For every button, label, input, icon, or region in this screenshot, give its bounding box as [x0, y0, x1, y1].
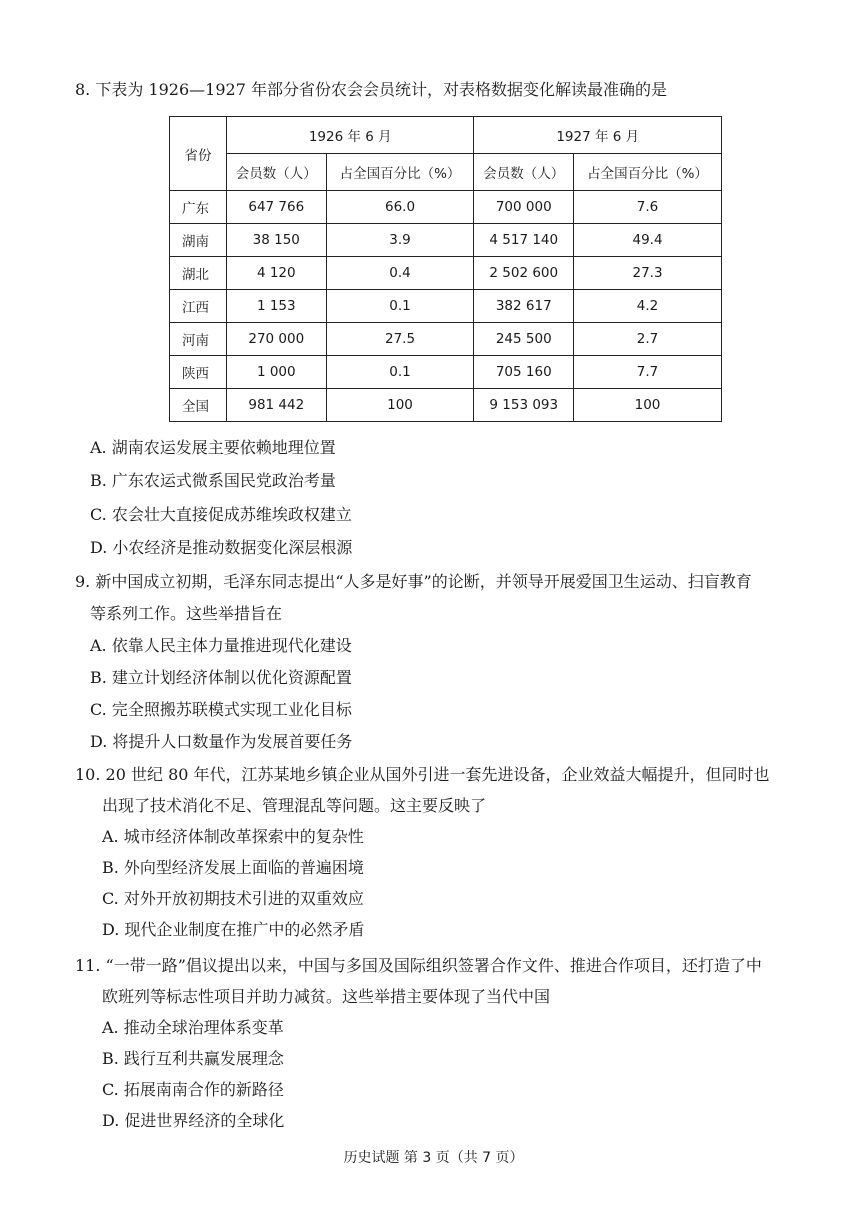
question-10-stem-line1: 10. 20 世纪 80 年代，江苏某地乡镇企业从国外引进一套先进设备，企业效益大幅提升，但同时也	[75, 765, 770, 784]
percent-1926-cell: 0.1	[326, 290, 474, 323]
percent-1926-cell: 66.0	[326, 191, 474, 224]
province-cell: 湖南	[170, 224, 227, 257]
q8-option-d: D. 小农经济是推动数据变化深层根源	[90, 538, 353, 557]
members-1927-cell: 382 617	[474, 290, 574, 323]
province-cell: 全国	[170, 389, 227, 422]
question-11-stem-line2: 欧班列等标志性项目并助力减贫。这些举措主要体现了当代中国	[102, 987, 551, 1006]
percent-1927-cell: 49.4	[574, 224, 722, 257]
page-footer: 历史试题 第 3 页（共 7 页）	[343, 1150, 524, 1166]
membership-table	[169, 116, 722, 422]
province-cell: 湖北	[170, 257, 227, 290]
percent-1927-cell: 27.3	[574, 257, 722, 290]
q9-option-d: D. 将提升人口数量作为发展首要任务	[90, 732, 353, 751]
percent-header-1927: 占全国百分比（%）	[574, 154, 722, 191]
table-row	[170, 224, 722, 257]
members-1926-cell: 38 150	[227, 224, 327, 257]
members-1927-cell: 700 000	[474, 191, 574, 224]
q10-option-b: B. 外向型经济发展上面临的普遍困境	[102, 858, 364, 877]
members-1927-cell: 4 517 140	[474, 224, 574, 257]
q11-option-b: B. 践行互利共赢发展理念	[102, 1049, 284, 1068]
q11-option-c: C. 拓展南南合作的新路径	[102, 1080, 284, 1099]
q11-option-a: A. 推动全球治理体系变革	[102, 1018, 284, 1037]
percent-1927-cell: 2.7	[574, 323, 722, 356]
percent-1926-cell: 27.5	[326, 323, 474, 356]
percent-1926-cell: 0.4	[326, 257, 474, 290]
percent-1927-cell: 4.2	[574, 290, 722, 323]
question-11-stem-line1: 11. “一带一路”倡议提出以来，中国与多国及国际组织签署合作文件、推进合作项目，还打造了中	[75, 956, 762, 975]
period-1926-header: 1926 年 6 月	[227, 117, 474, 154]
question-8-stem: 8. 下表为 1926—1927 年部分省份农会会员统计，对表格数据变化解读最准确的是	[75, 80, 667, 99]
percent-1926-cell: 3.9	[326, 224, 474, 257]
percent-1927-cell: 7.6	[574, 191, 722, 224]
table-row	[170, 356, 722, 389]
percent-1926-cell: 100	[326, 389, 474, 422]
percent-1927-cell: 100	[574, 389, 722, 422]
table-row	[170, 389, 722, 422]
q9-option-c: C. 完全照搬苏联模式实现工业化目标	[90, 700, 352, 719]
members-header-1927: 会员数（人）	[474, 154, 574, 191]
q9-option-a: A. 依靠人民主体力量推进现代化建设	[90, 636, 352, 655]
question-10-stem-line2: 出现了技术消化不足、管理混乱等问题。这主要反映了	[102, 796, 487, 815]
province-cell: 河南	[170, 323, 227, 356]
q8-option-a: A. 湖南农运发展主要依赖地理位置	[90, 438, 336, 457]
table-row	[170, 257, 722, 290]
q10-option-c: C. 对外开放初期技术引进的双重效应	[102, 889, 364, 908]
members-1926-cell: 647 766	[227, 191, 327, 224]
members-1926-cell: 1 153	[227, 290, 327, 323]
percent-header-1926: 占全国百分比（%）	[326, 154, 474, 191]
members-1927-cell: 9 153 093	[474, 389, 574, 422]
members-1926-cell: 270 000	[227, 323, 327, 356]
q11-option-d: D. 促进世界经济的全球化	[102, 1111, 285, 1130]
question-9-stem-line2: 等系列工作。这些举措旨在	[90, 604, 283, 623]
province-cell: 陕西	[170, 356, 227, 389]
question-9-stem-line1: 9. 新中国成立初期，毛泽东同志提出“人多是好事”的论断，并领导开展爱国卫生运动、扫盲教育	[75, 572, 752, 591]
table-row	[170, 290, 722, 323]
members-header-1926: 会员数（人）	[227, 154, 327, 191]
province-header: 省份	[170, 117, 227, 191]
q10-option-a: A. 城市经济体制改革探索中的复杂性	[102, 827, 364, 846]
q10-option-d: D. 现代企业制度在推广中的必然矛盾	[102, 920, 365, 939]
percent-1926-cell: 0.1	[326, 356, 474, 389]
period-1927-header: 1927 年 6 月	[474, 117, 722, 154]
members-1926-cell: 4 120	[227, 257, 327, 290]
members-1926-cell: 1 000	[227, 356, 327, 389]
province-cell: 广东	[170, 191, 227, 224]
members-1927-cell: 705 160	[474, 356, 574, 389]
members-1927-cell: 2 502 600	[474, 257, 574, 290]
q9-option-b: B. 建立计划经济体制以优化资源配置	[90, 668, 352, 687]
province-cell: 江西	[170, 290, 227, 323]
q8-option-c: C. 农会壮大直接促成苏维埃政权建立	[90, 505, 352, 524]
table-row	[170, 191, 722, 224]
members-1926-cell: 981 442	[227, 389, 327, 422]
members-1927-cell: 245 500	[474, 323, 574, 356]
percent-1927-cell: 7.7	[574, 356, 722, 389]
q8-option-b: B. 广东农运式微系国民党政治考量	[90, 471, 336, 490]
table-row	[170, 323, 722, 356]
